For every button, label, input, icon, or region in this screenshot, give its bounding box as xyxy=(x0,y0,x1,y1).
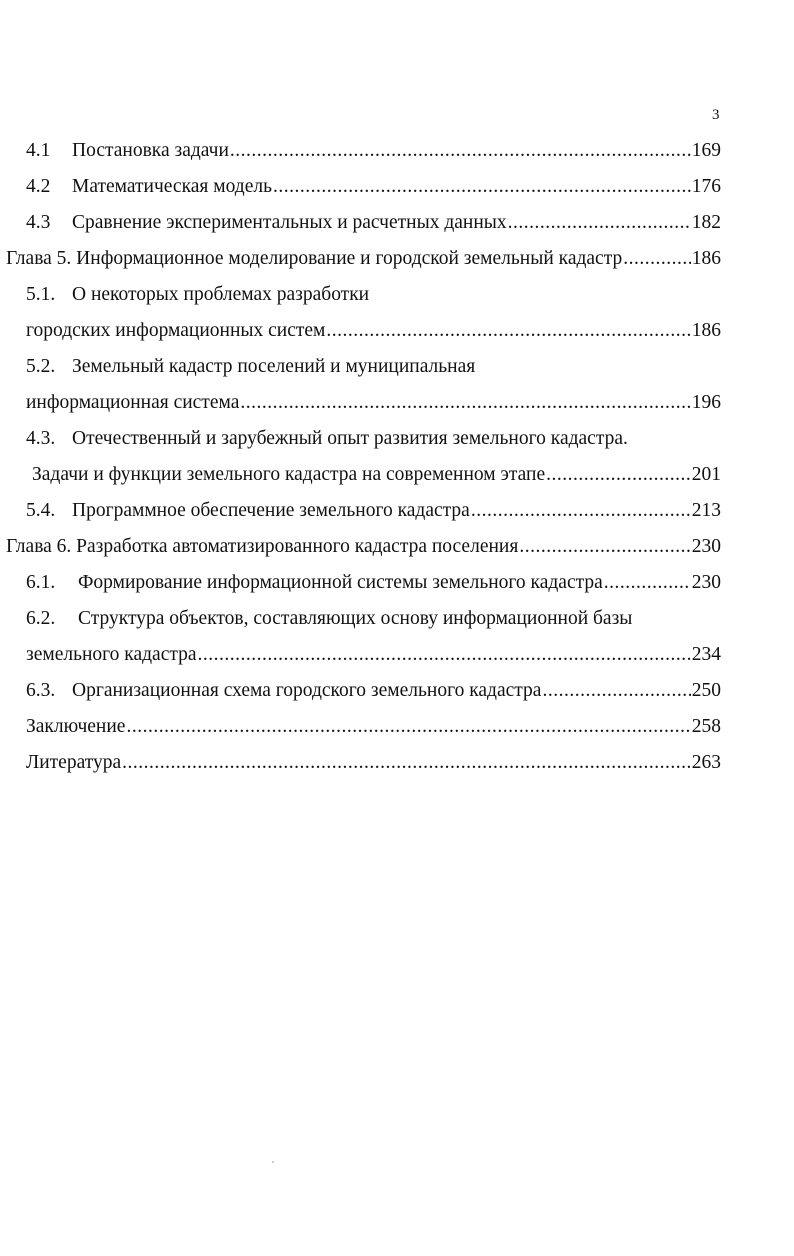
toc-entry-page: 176 xyxy=(691,176,721,197)
toc-entry-number: 6.1. xyxy=(26,572,56,593)
toc-chapter-page: 230 xyxy=(691,536,721,557)
toc-entry-5-1-line1[interactable] xyxy=(26,280,369,310)
toc-chapter-5[interactable] xyxy=(6,244,721,274)
toc-entry-page: 186 xyxy=(691,320,721,341)
toc-entry-number: 4.3. xyxy=(26,428,56,449)
toc-leader-dots xyxy=(326,316,690,346)
toc-entry-title: Сравнение экспериментальных и расчетных данных xyxy=(72,212,507,233)
toc-leader-dots xyxy=(604,568,691,598)
toc-entry-title: Земельный кадастр поселений и муниципальная xyxy=(72,356,476,377)
toc-leader-dots xyxy=(240,388,690,418)
toc-entry-page: 263 xyxy=(691,752,721,773)
toc-entry-page: 182 xyxy=(691,212,721,233)
toc-leader-dots xyxy=(519,532,690,562)
toc-leader-dots xyxy=(508,208,691,238)
toc-entry-title: О некоторых проблемах разработки xyxy=(72,284,370,305)
toc-entry-4-2[interactable] xyxy=(26,172,721,202)
toc-entry-title-cont: земельного кадастра xyxy=(26,644,197,665)
toc-entry-title: Постановка задачи xyxy=(72,140,229,161)
toc-entry-page: 258 xyxy=(691,716,721,737)
toc-entry-4-3[interactable] xyxy=(26,208,721,238)
toc-entry-4-3b-line1[interactable] xyxy=(26,424,628,454)
toc-leader-dots xyxy=(122,748,691,778)
toc-leader-dots xyxy=(623,244,691,274)
toc-leader-dots xyxy=(198,640,691,670)
toc-entry-number: 5.4. xyxy=(26,500,56,521)
toc-entry-6-2-line2[interactable] xyxy=(26,640,721,670)
toc-entry-number: 4.2 xyxy=(26,176,51,197)
toc-leader-dots xyxy=(126,712,690,742)
page-number: 3 xyxy=(712,107,720,123)
toc-entry-title: Литература xyxy=(26,752,122,773)
toc-leader-dots xyxy=(546,460,691,490)
toc-entry-6-2-line1[interactable] xyxy=(26,604,632,634)
toc-entry-page: 213 xyxy=(691,500,721,521)
toc-entry-number: 4.3 xyxy=(26,212,51,233)
toc-entry-title: Отечественный и зарубежный опыт развития земельного кадастра. xyxy=(72,428,628,449)
toc-entry-4-3b-line2[interactable] xyxy=(32,460,721,490)
toc-entry-number: 6.3. xyxy=(26,680,56,701)
toc-entry-number: 4.1 xyxy=(26,140,51,161)
toc-entry-6-1[interactable] xyxy=(26,568,721,598)
toc-leader-dots xyxy=(273,172,691,202)
toc-entry-page: 230 xyxy=(691,572,721,593)
toc-leader-dots xyxy=(230,136,691,166)
toc-leader-dots xyxy=(471,496,691,526)
toc-entry-title-cont: городских информационных систем xyxy=(26,320,326,341)
toc-entry-title: Структура объектов, составляющих основу информационной базы xyxy=(78,608,633,629)
toc-entry-title: Заключение xyxy=(26,716,126,737)
toc-entry-page: 196 xyxy=(691,392,721,413)
toc-entry-page: 250 xyxy=(691,680,721,701)
toc-entry-6-3[interactable] xyxy=(26,676,721,706)
toc-entry-number: 5.1. xyxy=(26,284,56,305)
toc-chapter-6[interactable] xyxy=(6,532,721,562)
toc-entry-number: 6.2. xyxy=(26,608,56,629)
toc-chapter-title: Глава 6. Разработка автоматизированного кадастра поселения xyxy=(6,536,519,557)
toc-entry-page: 234 xyxy=(691,644,721,665)
toc-entry-page: 169 xyxy=(691,140,721,161)
toc-entry-title-cont: Задачи и функции земельного кадастра на современном этапе xyxy=(32,464,546,485)
toc-entry-5-1-line2[interactable] xyxy=(26,316,721,346)
toc-entry-5-2-line1[interactable] xyxy=(26,352,475,382)
toc-chapter-page: 186 xyxy=(691,248,721,269)
toc-entry-page: 201 xyxy=(691,464,721,485)
toc-entry-title: Формирование информационной системы земельного кадастра xyxy=(78,572,603,593)
toc-chapter-title: Глава 5. Информационное моделирование и городской земельный кадастр xyxy=(6,248,623,269)
scan-speck xyxy=(272,1161,274,1163)
toc-leader-dots xyxy=(542,676,690,706)
toc-entry-title-cont: информационная система xyxy=(26,392,240,413)
toc-literature[interactable] xyxy=(26,748,721,778)
toc-entry-5-2-line2[interactable] xyxy=(26,388,721,418)
toc-entry-5-4[interactable] xyxy=(26,496,721,526)
toc-conclusion[interactable] xyxy=(26,712,721,742)
toc-entry-title: Программное обеспечение земельного кадастра xyxy=(72,500,470,521)
toc-entry-title: Организационная схема городского земельного кадастра xyxy=(72,680,542,701)
toc-entry-number: 5.2. xyxy=(26,356,56,377)
toc-entry-title: Математическая модель xyxy=(72,176,272,197)
toc-entry-4-1[interactable] xyxy=(26,136,721,166)
